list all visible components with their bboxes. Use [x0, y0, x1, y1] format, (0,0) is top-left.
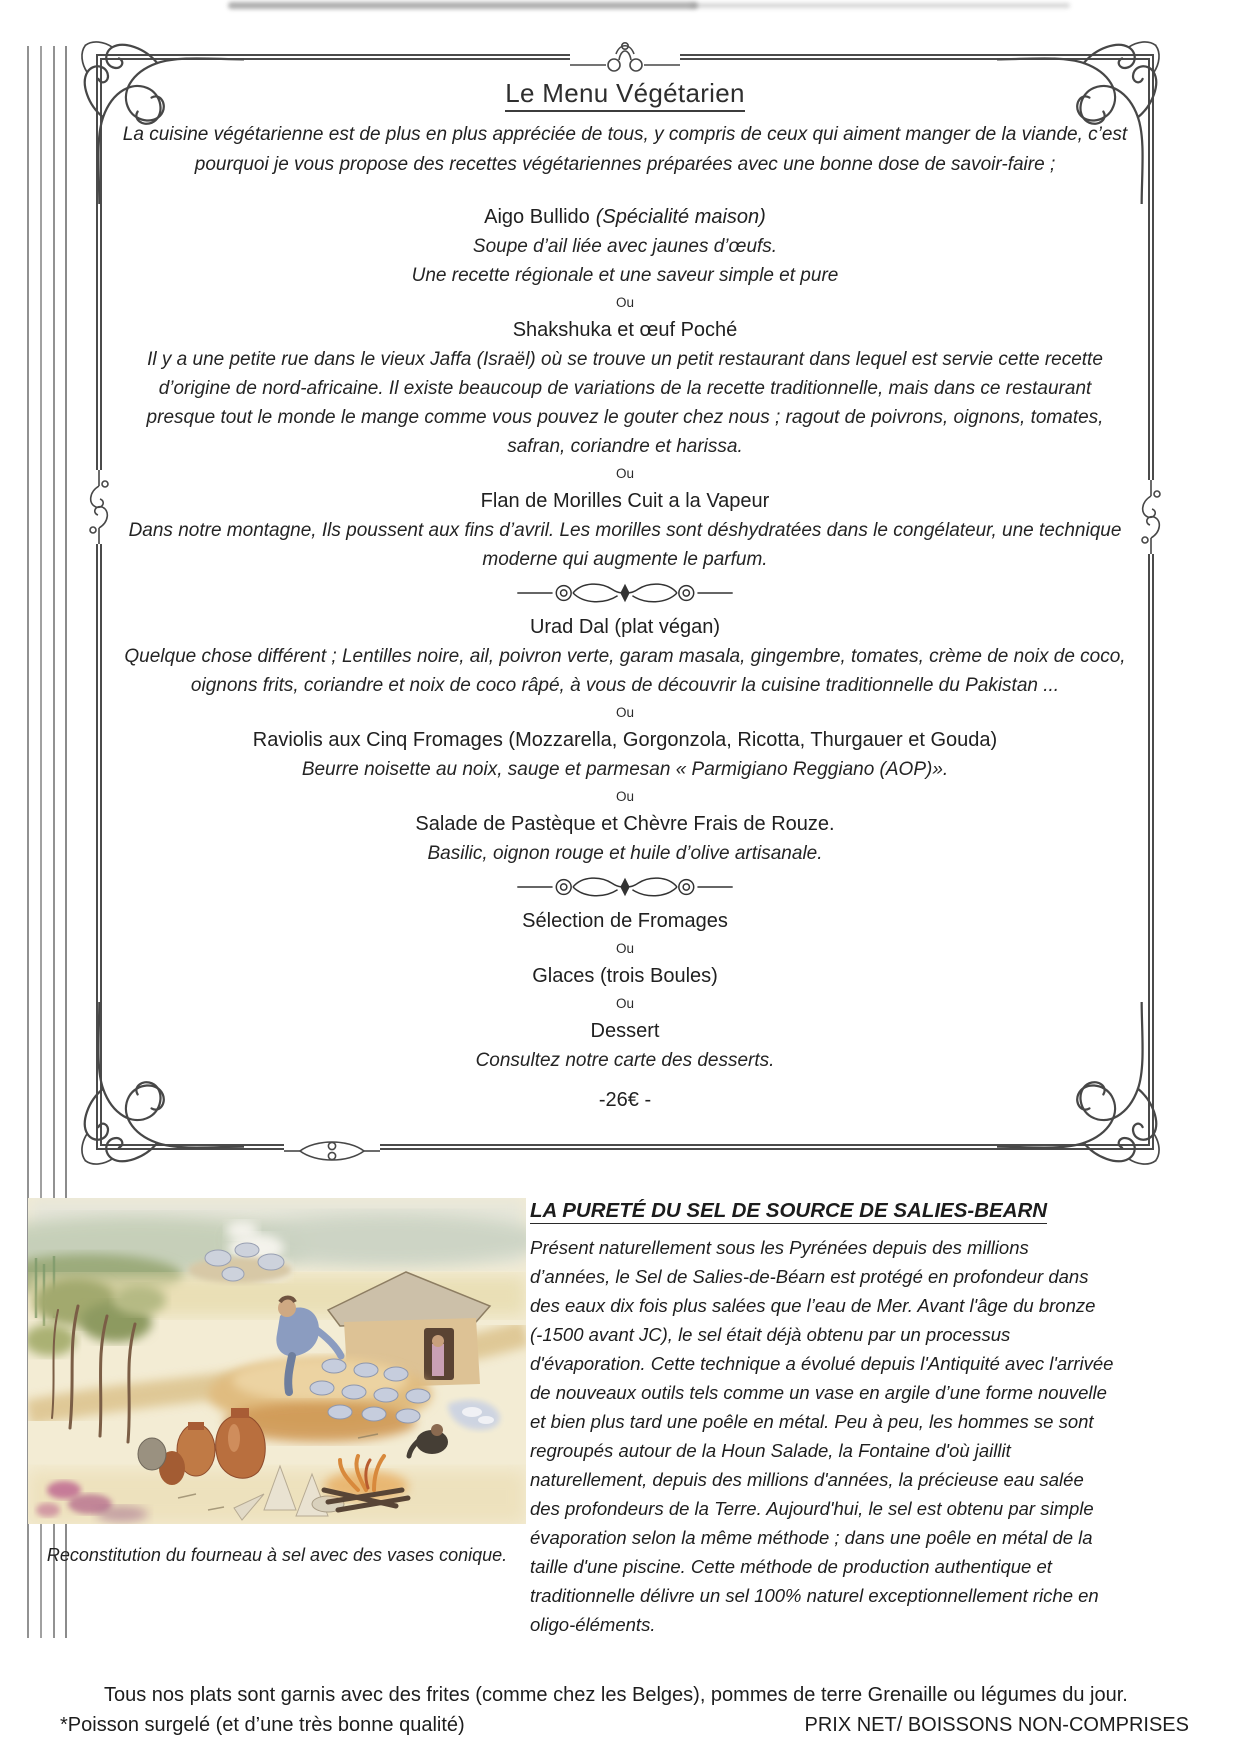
dish-description: Il y a une petite rue dans le vieux Jaffa (Israël) où se trouve un petit restaurant dans lequel est servie cette recette d’origine de nord-africaine. Il existe beaucoup de variations de la recette traditionnelle, mais dans ce restaurant presque tout le monde le mange comme vous pouvez le gouter chez nous ; ragout de poivrons, oignons, tomates, safran, coriandre et harissa.: [146, 349, 1104, 457]
or-separator: Ou: [615, 466, 634, 481]
dish-glaces: Glaces (trois Boules): [532, 965, 718, 987]
dish-name: Aigo Bullido: [484, 206, 590, 228]
dish-flan-de-morilles: Flan de Morilles Cuit a la Vapeur: [480, 490, 770, 512]
or-separator: Ou: [615, 789, 634, 804]
salt-article-heading-text: LA PURETÉ DU SEL DE SOURCE DE SALIES-BEARN: [530, 1199, 1048, 1222]
or-separator: Ou: [615, 941, 634, 956]
dish-description: Une recette régionale et une saveur simple et pure: [411, 265, 839, 286]
dish-dessert: Dessert: [590, 1020, 660, 1042]
footer-fish-note: *Poisson surgelé (et d’une très bonne qualité): [60, 1714, 465, 1736]
salt-article-heading: [530, 1196, 1114, 1226]
page-title-text: Le Menu Végétarien: [505, 78, 745, 112]
dish-aigo-bullido: [122, 202, 1128, 232]
course-divider: [122, 578, 1128, 608]
dish-description: Beurre noisette au noix, sauge et parmesan « Parmigiano Reggiano (AOP)».: [301, 759, 949, 780]
salt-article-body: Présent naturellement sous les Pyrénées depuis des millions d’années, le Sel de Salies-de-Béarn est protégé en profondeur dans des eaux dix fois plus salées que l’eau de Mer. Avant l'âge du bronze (-1500 avant JC), le sel était déjà obtenu par un processus d'évaporation. Cette technique a évolué depuis l'Antiquité avec l'arrivée de nouveaux outils tels comme un vase en argile d’une forme nouvelle et bien plus tard une poêle en métal. Peu à peu, les hommes se sont regroupés autour de la Houn Salade, la Fontaine d'où jaillit naturellement, depuis des millions d'années, la précieuse eau salée des profondeurs de la Terre. Aujourd'hui, le sel est obtenu par simple évaporation selon la même méthode ; dans une poêle en métal de la taille d'une piscine. Cette méthode de production authentique et traditionnelle délivre un sel 100% naturel exceptionnellement riche en oligo-éléments.: [530, 1237, 1114, 1635]
menu-price: -26€ -: [598, 1089, 652, 1111]
dish-description: Soupe d’ail liée avec jaunes d’œufs.: [472, 236, 778, 257]
dish-selection-fromages: Sélection de Fromages: [522, 910, 728, 932]
dish-description: Dans notre montagne, Ils poussent aux fins d’avril. Les morilles sont déshydratées dans le congélateur, une technique moderne qui augmente le parfum.: [128, 520, 1122, 570]
flourish-divider-icon: [505, 874, 745, 900]
flourish-divider-icon: [505, 580, 745, 606]
illustration-caption: Reconstitution du fourneau à sel avec des vases conique.: [46, 1545, 508, 1565]
page-title: [122, 74, 1128, 112]
dish-salade-pasteque: Salade de Pastèque et Chèvre Frais de Rouze.: [415, 813, 835, 835]
dish-shakshuka: Shakshuka et œuf Poché: [512, 319, 738, 341]
dish-description: Quelque chose différent ; Lentilles noire, ail, poivron verte, garam masala, gingembre, tomates, crème de noix de coco, oignons frits, coriandre et noix de coco râpé, à vous de découvrir la cuisine traditionnelle du Pakistan ...: [124, 646, 1126, 696]
or-separator: Ou: [615, 295, 634, 310]
menu-content: [96, 54, 1154, 1150]
scan-smudge: [690, 3, 1070, 8]
footer-garnish-note: Tous nos plats sont garnis avec des frites (comme chez les Belges), pommes de terre Grenaille ou légumes du jour.: [104, 1684, 1128, 1706]
salt-article: [530, 1196, 1114, 1639]
scan-smudge: [228, 2, 698, 9]
footer-price-note: PRIX NET/ BOISSONS NON-COMPRISES: [804, 1714, 1189, 1736]
salt-furnace-illustration: [28, 1198, 526, 1524]
dish-description: Basilic, oignon rouge et huile d’olive artisanale.: [427, 843, 823, 864]
dish-raviolis: Raviolis aux Cinq Fromages (Mozzarella, Gorgonzola, Ricotta, Thurgauer et Gouda): [252, 729, 998, 751]
dish-description: Consultez notre carte des desserts.: [475, 1050, 775, 1071]
dish-urad-dal: Urad Dal (plat végan): [529, 616, 721, 638]
or-separator: Ou: [615, 996, 634, 1011]
watercolor-scene: [28, 1198, 526, 1524]
course-divider: [122, 872, 1128, 902]
or-separator: Ou: [615, 705, 634, 720]
dish-note: (Spécialité maison): [595, 206, 766, 228]
menu-intro: La cuisine végétarienne est de plus en plus appréciée de tous, y compris de ceux qui aiment manger de la viande, c’est pourquoi je vous propose des recettes végétariennes préparées avec une bonne dose de savoir-faire ;: [122, 124, 1128, 175]
